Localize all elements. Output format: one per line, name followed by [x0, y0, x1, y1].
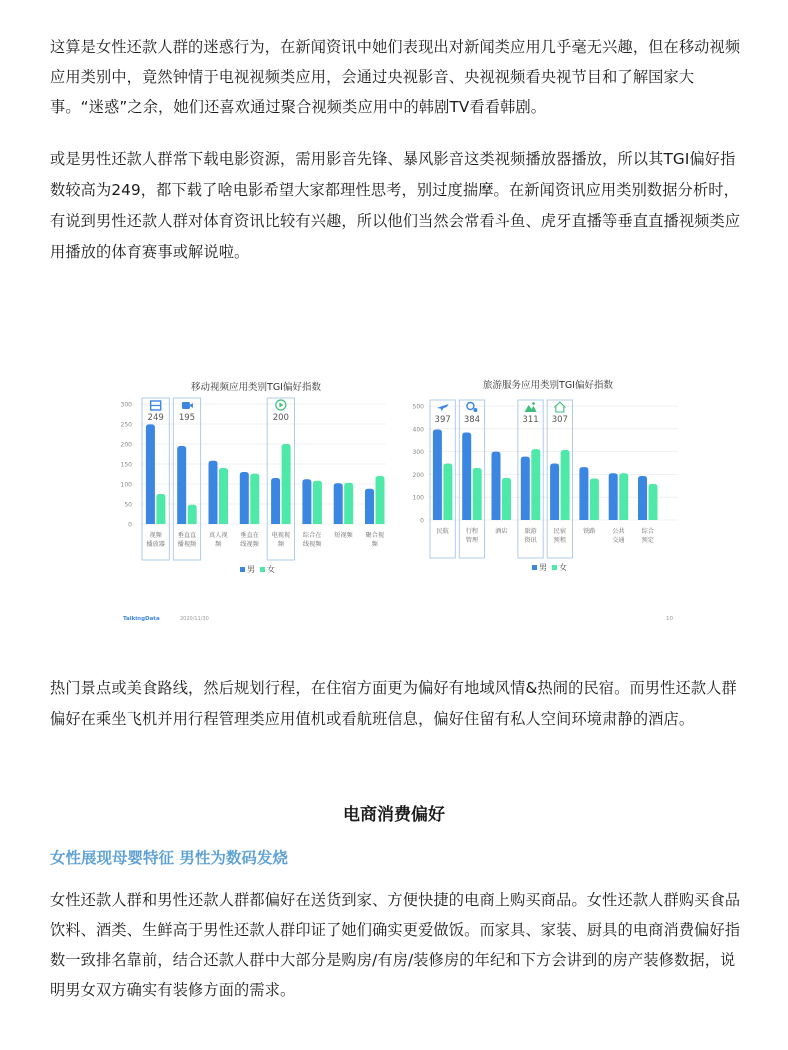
highlight-value-label: 307 [551, 415, 568, 425]
bar-male [609, 473, 618, 520]
bar-female [250, 474, 259, 524]
legend-label: 男 [247, 565, 255, 574]
house-icon [555, 402, 565, 412]
bar-female [649, 484, 658, 520]
x-category-label: 酒店 [495, 528, 508, 535]
bar-male [271, 478, 280, 524]
y-tick-label: 0 [128, 521, 132, 529]
y-tick-label: 300 [120, 401, 132, 409]
legend-label: 男 [539, 563, 547, 572]
x-category-label: 真人视 [208, 532, 228, 539]
x-category-label: 铁路 [582, 528, 596, 535]
x-category-label: 预定 [641, 537, 654, 544]
location-icon-dot [473, 408, 477, 412]
highlight-value-label: 249 [147, 413, 164, 423]
section-subheading: 女性展现母婴特征 男性为数码发烧 [50, 849, 288, 867]
y-tick-label: 0 [420, 517, 424, 525]
x-category-label: 行程 [465, 528, 479, 535]
legend-swatch [240, 567, 245, 572]
highlight-value-label: 200 [272, 413, 289, 423]
highlight-value-label: 311 [522, 415, 539, 425]
x-category-label: 民航 [436, 528, 449, 535]
bar-female [531, 449, 540, 520]
x-category-label: 交通 [612, 537, 625, 544]
highlight-value-label: 195 [178, 413, 196, 423]
bar-female [313, 481, 322, 524]
x-category-label: 短视频 [334, 532, 353, 539]
tgi-charts-svg [118, 366, 678, 628]
bar-female [502, 478, 511, 520]
chart-title: 移动视频应用类别TGI偏好指数 [191, 382, 321, 393]
x-category-label: 电视视 [271, 532, 291, 539]
bar-male [177, 446, 186, 524]
x-category-label: 资讯 [524, 537, 537, 544]
paragraph-female-video: 这算是女性还款人群的迷惑行为，在新闻资讯中她们表现出对新闻类应用几乎毫无兴趣，但在移动视频应用类别中，竟然钟情于电视视频类应用，会通过央视影音、央视视频看央视节目和了解国家大事。“迷惑”之余，她们还喜欢通过聚合视频类应用中的韩剧TV看看韩剧。 [50, 38, 741, 116]
bar-male [240, 472, 249, 524]
bar-male [638, 476, 647, 520]
figure-date: 2020/11/30 [180, 616, 209, 622]
x-category-label: 公共 [612, 528, 625, 535]
y-tick-label: 200 [120, 441, 132, 449]
bar-female [282, 444, 291, 524]
bar-male [302, 479, 311, 524]
bar-male [209, 461, 218, 524]
y-tick-label: 150 [120, 461, 132, 469]
x-category-label: 频 [215, 541, 222, 548]
x-category-label: 综合在 [302, 532, 322, 539]
y-tick-label: 400 [412, 426, 424, 434]
bar-male [521, 457, 530, 520]
paragraph-travel: 热门景点或美食路线，然后规划行程，在住宿方面更为偏好有地域风情&热闹的民宿。而男性还款人群偏好在乘坐飞机并用行程管理类应用值机或看航班信息，偏好住留有私人空间环境肃静的酒店。 [50, 679, 737, 728]
paragraph-male-video: 或是男性还款人群常下载电影资源，需用影音先锋、暴风影音这类视频播放器播放，所以其TGI偏好指数较高为249，都下载了啥电影希望大家都理性思考，别过度揣摩。在新闻资讯应用类别数据分析时，有说到男性还款人群对体育资讯比较有兴趣，所以他们当然会常看斗鱼、虎牙直播等垂直直播视频类应用播放的体育赛事或解说啦。 [50, 150, 741, 261]
x-category-label: 垂直在 [240, 532, 259, 539]
x-category-label: 播视频 [177, 541, 197, 548]
x-category-label: 视频 [149, 532, 162, 539]
bar-male [550, 463, 559, 520]
section-heading: 电商消费偏好 [343, 805, 445, 825]
legend-label: 女 [559, 563, 567, 572]
x-category-label: 播放器 [146, 541, 165, 548]
landscape-icon-sun [532, 402, 535, 405]
y-tick-label: 100 [412, 494, 424, 502]
x-category-label: 聚合视 [365, 532, 385, 539]
y-tick-label: 250 [120, 421, 132, 429]
legend-swatch [532, 565, 537, 570]
bar-female [561, 450, 570, 520]
bar-male [334, 483, 343, 524]
y-tick-label: 500 [412, 403, 424, 411]
legend-swatch [260, 567, 265, 572]
x-category-label: 线视频 [302, 541, 322, 548]
y-tick-label: 50 [124, 501, 132, 509]
x-category-label: 综合 [641, 528, 654, 535]
x-category-label: 民宿 [553, 528, 567, 535]
highlight-value-label: 397 [434, 415, 451, 425]
chart-title: 旅游服务应用类别TGI偏好指数 [483, 380, 613, 391]
bar-male [462, 432, 471, 520]
bar-male [579, 467, 588, 520]
x-category-label: 频 [277, 541, 284, 548]
bar-female [473, 468, 482, 520]
bar-female [344, 483, 353, 524]
bar-male [433, 429, 442, 520]
tgi-chart-figure [118, 366, 678, 628]
x-category-label: 预租 [553, 537, 567, 544]
bar-male [365, 489, 374, 524]
bar-female [443, 463, 452, 520]
plane-icon [437, 404, 449, 411]
x-category-label: 垂直直 [177, 532, 197, 539]
x-category-label: 管理 [465, 537, 479, 544]
bar-male [146, 424, 155, 524]
highlight-value-label: 384 [463, 415, 481, 425]
bar-female [376, 476, 385, 524]
bar-female [590, 479, 599, 520]
camera-icon [182, 402, 190, 409]
figure-page-number: 10 [666, 616, 673, 622]
x-category-label: 频 [371, 541, 378, 548]
brand-logo-text: TalkingData [123, 616, 160, 622]
bar-female [619, 473, 628, 520]
x-category-label: 旅游 [524, 528, 537, 535]
legend-label: 女 [267, 565, 275, 574]
x-category-label: 线视频 [240, 541, 259, 548]
bar-male [492, 452, 501, 520]
y-tick-label: 100 [120, 481, 132, 489]
bar-female [188, 505, 197, 524]
y-tick-label: 300 [412, 449, 424, 457]
play-icon-triangle [279, 403, 283, 408]
bar-female [219, 468, 228, 524]
bar-female [156, 494, 165, 524]
legend-swatch [552, 565, 557, 570]
paragraph-ecommerce: 女性还款人群和男性还款人群都偏好在送货到家、方便快捷的电商上购买商品。女性还款人群购买食品饮料、酒类、生鲜高于男性还款人群印证了她们确实更爱做饭。而家具、家装、厨具的电商消费偏好指数一致排名靠前，结合还款人群中大部分是购房/有房/装修房的年纪和下方会讲到的房产装修数据，说明男女双方确实有装修方面的需求。 [50, 891, 741, 999]
y-tick-label: 200 [412, 471, 424, 479]
